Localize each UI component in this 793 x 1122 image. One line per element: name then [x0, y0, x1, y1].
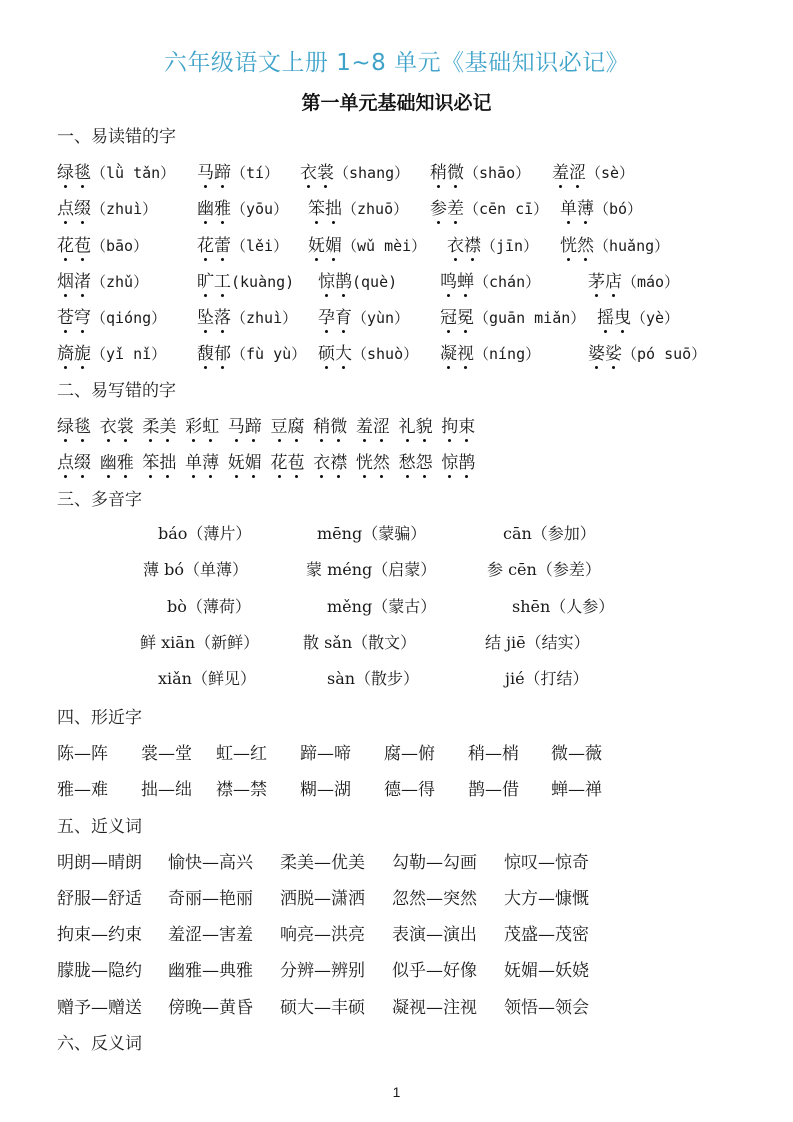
- misread-entry: [552, 158, 634, 183]
- similar-char-pair: 德—得: [384, 780, 435, 800]
- pinyin: （yè）: [631, 309, 680, 327]
- emphasized-char: 幽: [197, 194, 214, 219]
- polyphone-entry: měng（蒙古）: [327, 597, 437, 616]
- misread-word: [318, 272, 352, 292]
- pinyin: （zhǔ）: [91, 273, 149, 291]
- synonym-pair: 妩媚—妖娆: [504, 961, 589, 981]
- emphasized-char: 衣: [313, 448, 330, 473]
- emphasized-char: 落: [214, 303, 231, 328]
- misread-entry: [57, 231, 148, 256]
- misread-word: [197, 163, 231, 183]
- emphasized-char: 点: [57, 448, 74, 473]
- misread-word: [430, 163, 464, 183]
- polyphone-entry: mēng（蒙骗）: [317, 524, 427, 543]
- emphasized-char: 蹄: [214, 158, 231, 183]
- miswrite-word: [142, 448, 176, 473]
- emphasized-char: 店: [605, 267, 622, 292]
- emphasized-char: 烟: [57, 267, 74, 292]
- miswrite-word: [228, 412, 262, 437]
- pinyin: （jīn）: [481, 237, 539, 255]
- emphasized-char: 笨: [142, 448, 159, 473]
- miswrite-word: [441, 448, 475, 473]
- emphasized-char: 育: [335, 303, 352, 328]
- pinyin: (què): [352, 273, 398, 291]
- misread-entry: [318, 339, 418, 364]
- similar-char-pair: 腐—俯: [384, 744, 435, 764]
- polyphone-entry: xiǎn（鲜见）: [158, 669, 256, 688]
- misread-word: [197, 272, 231, 292]
- emphasized-char: 稍: [313, 412, 330, 437]
- emphasized-char: 微: [447, 158, 464, 183]
- misread-word: [57, 163, 91, 183]
- emphasized-char: 怨: [416, 448, 433, 473]
- miswrite-word: [399, 448, 433, 473]
- emphasized-char: 蝉: [457, 267, 474, 292]
- misread-entry: [560, 231, 669, 256]
- similar-char-pair: 鹊—借: [468, 780, 519, 800]
- emphasized-char: 鹊: [458, 448, 475, 473]
- emphasized-char: 羞: [356, 412, 373, 437]
- miswrite-word: [142, 412, 176, 437]
- emphasized-char: 羞: [552, 158, 569, 183]
- miswrite-word: [185, 448, 219, 473]
- emphasized-char: 差: [447, 194, 464, 219]
- similar-char-pair: 蹄—啼: [300, 744, 351, 764]
- miswrite-word: [313, 448, 347, 473]
- emphasized-char: 稍: [430, 158, 447, 183]
- synonym-pair: 勾勒—勾画: [392, 853, 477, 873]
- pinyin: （zhuì）: [91, 200, 158, 218]
- miswrite-word: [100, 412, 134, 437]
- polyphone-entry: cān（参加）: [503, 524, 596, 543]
- miswrite-word: [57, 412, 91, 437]
- synonym-pair: 舒服—舒适: [57, 889, 142, 909]
- similar-char-pair: 稍—梢: [468, 744, 519, 764]
- misread-word: [560, 199, 594, 219]
- misread-entry: [197, 231, 288, 256]
- pinyin: （níng）: [474, 345, 541, 363]
- emphasized-char: 微: [330, 412, 347, 437]
- emphasized-char: 冠: [440, 303, 457, 328]
- synonym-pair: 大方—慷慨: [504, 889, 589, 909]
- emphasized-char: 涩: [569, 158, 586, 183]
- misread-word: [552, 163, 586, 183]
- misread-word: [588, 272, 622, 292]
- emphasized-char: 缀: [74, 448, 91, 473]
- pinyin: （zhuō）: [342, 200, 409, 218]
- pinyin: （lěi）: [231, 237, 289, 255]
- emphasized-char: 参: [430, 194, 447, 219]
- section-heading-antonyms: 六、反义词: [57, 1034, 142, 1054]
- emphasized-char: 硕: [318, 339, 335, 364]
- pinyin: （wǔ mèi）: [342, 237, 427, 255]
- emphasized-char: 苍: [57, 303, 74, 328]
- emphasized-char: 裳: [317, 158, 334, 183]
- emphasized-char: 然: [373, 448, 390, 473]
- misread-word: [308, 199, 342, 219]
- synonym-pair: 分辨—辨别: [280, 961, 365, 981]
- pinyin: （bāo）: [91, 237, 149, 255]
- pinyin: （yùn）: [352, 309, 410, 327]
- pinyin: （lǜ tǎn）: [91, 164, 176, 182]
- pinyin: （guān miǎn）: [474, 309, 586, 327]
- emphasized-char: 鹊: [335, 267, 352, 292]
- emphasized-char: 点: [57, 194, 74, 219]
- similar-char-pair: 虹—红: [216, 744, 267, 764]
- pinyin: （zhuì）: [231, 309, 298, 327]
- polyphone-entry: 散 sǎn（散文）: [303, 633, 417, 652]
- emphasized-char: 幽: [100, 448, 117, 473]
- miswrite-word: [271, 412, 305, 437]
- emphasized-char: 虹: [202, 412, 219, 437]
- emphasized-char: 蕾: [214, 231, 231, 256]
- polyphone-entry: jié（打结）: [505, 669, 589, 688]
- similar-char-pair: 拙—绌: [141, 780, 192, 800]
- misread-word: [440, 272, 474, 292]
- misread-entry: [197, 158, 279, 183]
- emphasized-char: 渚: [74, 267, 91, 292]
- polyphone-entry: 结 jiē（结实）: [485, 633, 590, 652]
- misread-entry: [197, 267, 294, 292]
- emphasized-char: 鸣: [440, 267, 457, 292]
- emphasized-char: 彩: [185, 412, 202, 437]
- synonym-pair: 似乎—好像: [392, 961, 477, 981]
- synonym-pair: 羞涩—害羞: [168, 925, 253, 945]
- misread-word: [440, 344, 474, 364]
- misread-word: [560, 236, 594, 256]
- emphasized-char: 旎: [74, 339, 91, 364]
- synonym-pair: 忽然—突然: [392, 889, 477, 909]
- synonym-pair: 拘束—约束: [57, 925, 142, 945]
- emphasized-char: 婆: [588, 339, 605, 364]
- emphasized-char: 马: [228, 412, 245, 437]
- misread-word: [197, 308, 231, 328]
- pinyin: （cēn cī）: [464, 200, 549, 218]
- emphasized-char: 雅: [117, 448, 134, 473]
- emphasized-char: 惊: [441, 448, 458, 473]
- emphasized-char: 美: [159, 412, 176, 437]
- emphasized-char: 凝: [440, 339, 457, 364]
- pinyin: (kuàng): [231, 273, 295, 291]
- emphasized-char: 腐: [288, 412, 305, 437]
- polyphone-entry: 鲜 xiān（新鲜）: [140, 633, 260, 652]
- emphasized-char: 衣: [447, 231, 464, 256]
- emphasized-char: 茅: [588, 267, 605, 292]
- misread-entry: [57, 339, 166, 364]
- emphasized-char: 拙: [325, 194, 342, 219]
- emphasized-char: 涩: [373, 412, 390, 437]
- emphasized-char: 单: [185, 448, 202, 473]
- polyphone-entry: shēn（人参）: [512, 597, 615, 616]
- page-number: 1: [392, 1084, 401, 1100]
- misread-entry: [57, 303, 166, 328]
- emphasized-char: 然: [577, 231, 594, 256]
- pinyin: （pó suō）: [622, 345, 707, 363]
- misread-entry: [308, 231, 426, 256]
- emphasized-char: 孕: [318, 303, 335, 328]
- misread-word: [57, 344, 91, 364]
- similar-char-pair: 蝉—禅: [551, 780, 602, 800]
- misread-entry: [197, 194, 288, 219]
- emphasized-char: 毯: [74, 412, 91, 437]
- section-heading-synonyms: 五、近义词: [57, 817, 142, 837]
- miswrite-word: [356, 412, 390, 437]
- pinyin: （shang）: [334, 164, 410, 182]
- misread-word: [197, 236, 231, 256]
- misread-word: [318, 344, 352, 364]
- emphasized-char: 恍: [560, 231, 577, 256]
- misread-entry: [430, 158, 530, 183]
- emphasized-char: 绿: [57, 158, 74, 183]
- misread-entry: [440, 267, 540, 292]
- synonym-pair: 凝视—注视: [392, 998, 477, 1018]
- synonym-pair: 硕大—丰硕: [280, 998, 365, 1018]
- emphasized-char: 裳: [117, 412, 134, 437]
- misread-entry: [440, 303, 585, 328]
- misread-entry: [57, 267, 148, 292]
- pinyin: （fù yù）: [231, 345, 307, 363]
- misread-entry: [197, 303, 297, 328]
- emphasized-char: 襟: [330, 448, 347, 473]
- emphasized-char: 缀: [74, 194, 91, 219]
- miswrite-word: [399, 412, 433, 437]
- emphasized-char: 拘: [441, 412, 458, 437]
- pinyin: （qióng）: [91, 309, 167, 327]
- misread-entry: [300, 158, 409, 183]
- misread-word: [447, 236, 481, 256]
- misread-word: [588, 344, 622, 364]
- emphasized-char: 拙: [159, 448, 176, 473]
- misread-entry: [57, 194, 157, 219]
- misread-entry: [447, 231, 538, 256]
- misread-entry: [430, 194, 548, 219]
- misread-word: [57, 199, 91, 219]
- emphasized-char: 媚: [325, 231, 342, 256]
- misread-entry: [588, 339, 706, 364]
- document-title: 六年级语文上册 1~8 单元《基础知识必记》: [163, 50, 630, 76]
- synonym-pair: 洒脱—潇洒: [280, 889, 365, 909]
- emphasized-char: 馥: [197, 339, 214, 364]
- emphasized-char: 花: [197, 231, 214, 256]
- synonym-pair: 领悟—领会: [504, 998, 589, 1018]
- emphasized-char: 旷: [197, 267, 214, 292]
- synonym-pair: 愉快—高兴: [168, 853, 253, 873]
- emphasized-char: 柔: [142, 412, 159, 437]
- misread-word: [300, 163, 334, 183]
- emphasized-char: 摇: [597, 303, 614, 328]
- emphasized-char: 苞: [74, 231, 91, 256]
- pinyin: （tí）: [231, 164, 280, 182]
- miswrite-word: [57, 448, 91, 473]
- polyphone-entry: bò（薄荷）: [167, 597, 251, 616]
- emphasized-char: 冕: [457, 303, 474, 328]
- section-heading-misread: 一、易读错的字: [57, 127, 176, 147]
- emphasized-char: 坠: [197, 303, 214, 328]
- misread-word: [308, 236, 342, 256]
- miswrite-word: [313, 412, 347, 437]
- emphasized-char: 惊: [318, 267, 335, 292]
- emphasized-char: 愁: [399, 448, 416, 473]
- similar-char-pair: 糊—湖: [300, 780, 351, 800]
- pinyin: （yǐ nǐ）: [91, 345, 167, 363]
- polyphone-entry: 薄 bó（单薄）: [143, 560, 248, 579]
- misread-entry: [597, 303, 679, 328]
- emphasized-char: 大: [335, 339, 352, 364]
- emphasized-char: 郁: [214, 339, 231, 364]
- misread-word: [197, 199, 231, 219]
- misread-entry: [560, 194, 642, 219]
- emphasized-char: 绿: [57, 412, 74, 437]
- pinyin: （bó）: [594, 200, 643, 218]
- emphasized-char: 礼: [399, 412, 416, 437]
- emphasized-char: 襟: [464, 231, 481, 256]
- emphasized-char: 曳: [614, 303, 631, 328]
- emphasized-char: 马: [197, 158, 214, 183]
- misread-word: [440, 308, 474, 328]
- emphasized-char: 雅: [214, 194, 231, 219]
- misread-word: [318, 308, 352, 328]
- emphasized-char: 花: [271, 448, 288, 473]
- unit-title: 第一单元基础知识必记: [301, 92, 492, 114]
- emphasized-char: 貌: [416, 412, 433, 437]
- similar-char-pair: 裳—堂: [141, 744, 192, 764]
- miswrite-word: [185, 412, 219, 437]
- emphasized-char: 衣: [100, 412, 117, 437]
- misread-word: [57, 308, 91, 328]
- similar-char-pair: 雅—难: [57, 780, 108, 800]
- synonym-pair: 傍晚—黄昏: [168, 998, 253, 1018]
- misread-word: [57, 236, 91, 256]
- synonym-pair: 响亮—洪亮: [280, 925, 365, 945]
- miswrite-word: [228, 448, 262, 473]
- misread-entry: [318, 303, 409, 328]
- miswrite-word: [100, 448, 134, 473]
- synonym-pair: 惊叹—惊奇: [504, 853, 589, 873]
- emphasized-char: 穹: [74, 303, 91, 328]
- emphasized-char: 恍: [356, 448, 373, 473]
- emphasized-char: 笨: [308, 194, 325, 219]
- emphasized-char: 豆: [271, 412, 288, 437]
- misread-word: [597, 308, 631, 328]
- emphasized-char: 妩: [228, 448, 245, 473]
- synonym-pair: 柔美—优美: [280, 853, 365, 873]
- emphasized-char: 媚: [245, 448, 262, 473]
- misread-entry: [308, 194, 408, 219]
- synonym-pair: 茂盛—茂密: [504, 925, 589, 945]
- synonym-pair: 明朗—晴朗: [57, 853, 142, 873]
- pinyin: （máo）: [622, 273, 680, 291]
- misread-word: [57, 272, 91, 292]
- misread-entry: [318, 267, 397, 292]
- emphasized-char: 娑: [605, 339, 622, 364]
- polyphone-entry: 蒙 méng（启蒙）: [306, 560, 437, 579]
- pinyin: （shuò）: [352, 345, 419, 363]
- polyphone-entry: sàn（散步）: [327, 669, 420, 688]
- similar-char-pair: 微—薇: [551, 744, 602, 764]
- section-heading-polyphones: 三、多音字: [57, 490, 142, 510]
- synonym-pair: 幽雅—典雅: [168, 961, 253, 981]
- misread-word: [430, 199, 464, 219]
- miswrite-word: [356, 448, 390, 473]
- emphasized-char: 薄: [202, 448, 219, 473]
- miswrite-word: [441, 412, 475, 437]
- pinyin: （chán）: [474, 273, 541, 291]
- similar-char-pair: 陈—阵: [57, 744, 108, 764]
- emphasized-char: 薄: [577, 194, 594, 219]
- polyphone-entry: báo（薄片）: [158, 524, 252, 543]
- section-heading-similar-chars: 四、形近字: [57, 708, 142, 728]
- synonym-pair: 赠予—赠送: [57, 998, 142, 1018]
- emphasized-char: 衣: [300, 158, 317, 183]
- emphasized-char: 束: [458, 412, 475, 437]
- emphasized-char: 花: [57, 231, 74, 256]
- emphasized-char: 毯: [74, 158, 91, 183]
- pinyin: （yōu）: [231, 200, 289, 218]
- polyphone-entry: 参 cēn（参差）: [487, 560, 601, 579]
- emphasized-char: 妩: [308, 231, 325, 256]
- emphasized-char: 旖: [57, 339, 74, 364]
- synonym-pair: 表演—演出: [392, 925, 477, 945]
- emphasized-char: 蹄: [245, 412, 262, 437]
- emphasized-char: 视: [457, 339, 474, 364]
- synonym-pair: 朦胧—隐约: [57, 961, 142, 981]
- emphasized-char: 单: [560, 194, 577, 219]
- misread-entry: [197, 339, 306, 364]
- emphasized-char: 苞: [288, 448, 305, 473]
- pinyin: （shāo）: [464, 164, 531, 182]
- misread-entry: [588, 267, 679, 292]
- pinyin: （huǎng）: [594, 237, 670, 255]
- emphasized-char: 工: [214, 267, 231, 292]
- miswrite-word: [271, 448, 305, 473]
- misread-word: [197, 344, 231, 364]
- similar-char-pair: 襟—禁: [216, 780, 267, 800]
- synonym-pair: 奇丽—艳丽: [168, 889, 253, 909]
- misread-entry: [57, 158, 175, 183]
- section-heading-miswrite: 二、易写错的字: [57, 381, 176, 401]
- misread-entry: [440, 339, 540, 364]
- pinyin: （sè）: [586, 164, 635, 182]
